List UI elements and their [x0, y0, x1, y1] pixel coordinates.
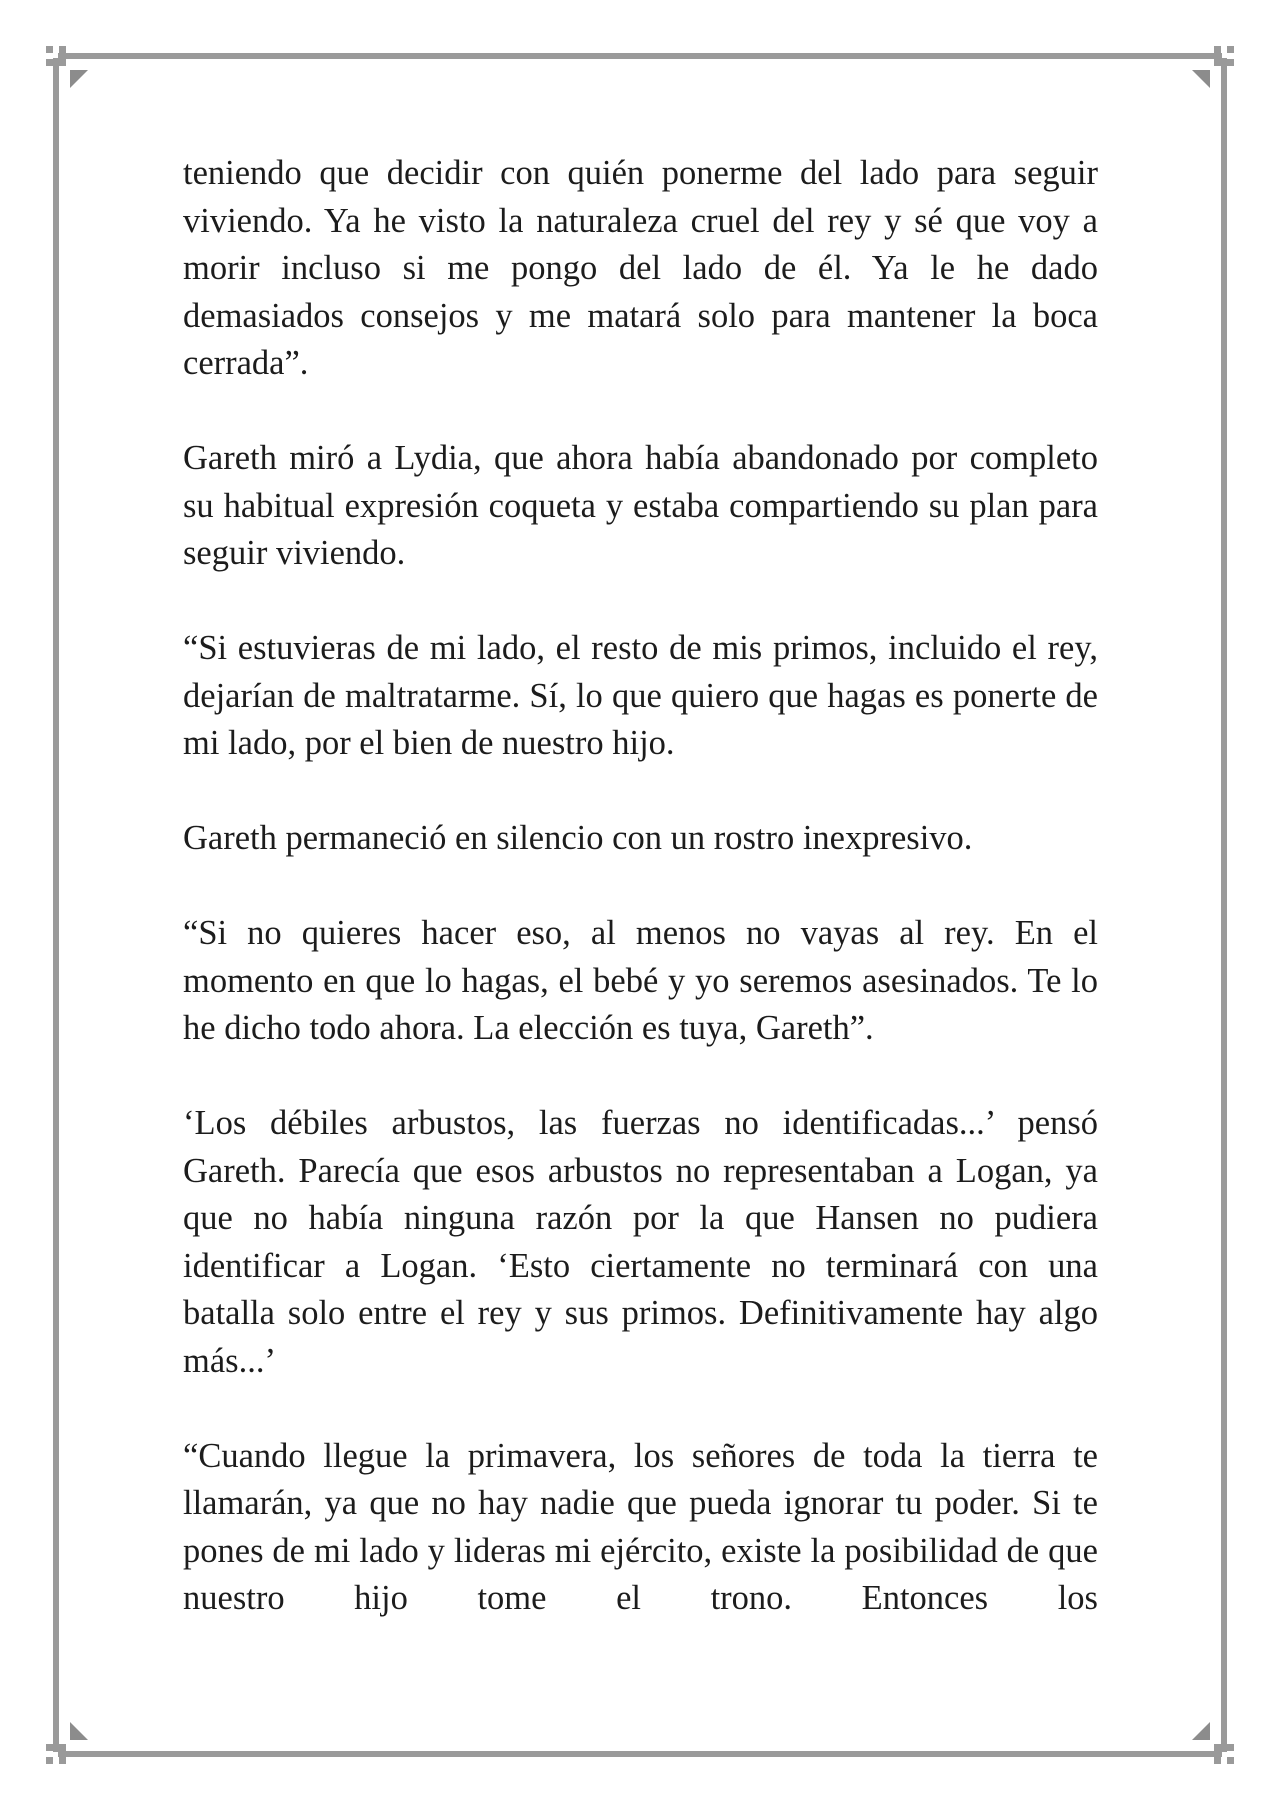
paragraph: “Si no quieres hacer eso, al menos no vayas al rey. En el momento en que lo hagas, el bebé y yo seremos asesinados. Te lo he dicho todo ahora. La elección es tuya, Gareth”. — [183, 914, 1098, 1047]
corner-triangle-top-left — [70, 70, 88, 88]
paragraph: Gareth permaneció en silencio con un rostro inexpresivo. — [183, 819, 973, 857]
corner-ornament-top-left — [46, 46, 66, 66]
corner-triangle-bottom-right — [1192, 1722, 1210, 1740]
paragraph: ‘Los débiles arbustos, las fuerzas no identificadas...’ pensó Gareth. Parecía que esos arbustos no representaban a Logan, ya que no había ninguna razón por la que Hansen no pudiera identificar a Logan. ‘Esto ciertamente no terminará con una batalla solo entre el rey y sus primos. Definitivamente hay algo más...’ — [183, 1104, 1098, 1380]
paragraph: “Si estuvieras de mi lado, el resto de mis primos, incluido el rey, dejarían de maltratarme. Sí, lo que quiero que hagas es ponerte de mi lado, por el bien de nuestro hijo. — [183, 629, 1098, 762]
corner-ornament-bottom-right — [1214, 1744, 1234, 1764]
page-body-text — [183, 150, 1098, 1623]
corner-ornament-bottom-left — [46, 1744, 66, 1764]
paragraph: Gareth miró a Lydia, que ahora había abandonado por completo su habitual expresión coqueta y estaba compartiendo su plan para seguir viviendo. — [183, 439, 1098, 572]
corner-ornament-top-right — [1214, 46, 1234, 66]
paragraph: teniendo que decidir con quién ponerme del lado para seguir viviendo. Ya he visto la naturaleza cruel del rey y sé que voy a morir incluso si me pongo del lado de él. Ya le he dado demasiados consejos y me matará solo para mantener la boca cerrada”. — [183, 154, 1098, 382]
corner-triangle-top-right — [1192, 70, 1210, 88]
frame-left-border — [53, 58, 59, 1752]
corner-triangle-bottom-left — [70, 1722, 88, 1740]
frame-right-border — [1221, 58, 1227, 1752]
frame-bottom-border — [58, 1751, 1222, 1757]
paragraph: “Cuando llegue la primavera, los señores de toda la tierra te llamarán, ya que no hay nadie que pueda ignorar tu poder. Si te pones de mi lado y lideras mi ejército, existe la posibilidad de que nuestro hijo tome el trono. Entonces los — [183, 1436, 1098, 1617]
frame-top-border — [58, 53, 1222, 59]
